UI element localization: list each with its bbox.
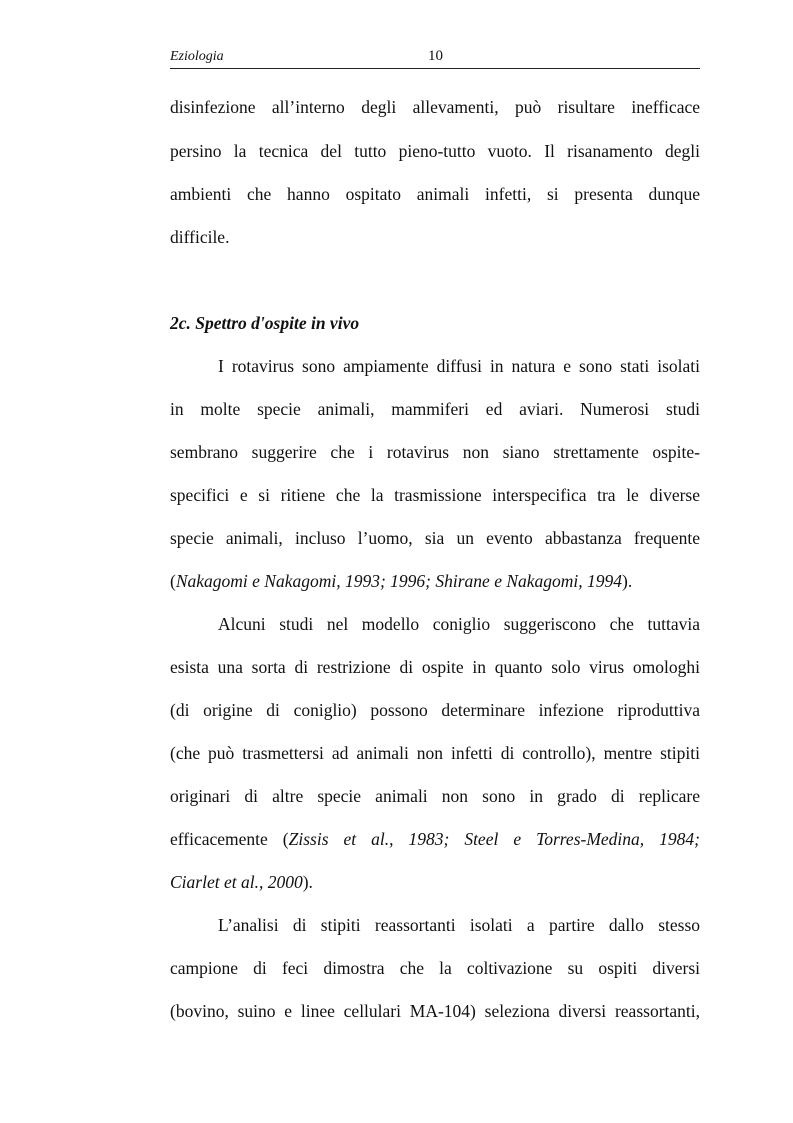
body-text: efficacemente ( <box>170 829 289 849</box>
body-line: I rotavirus sono ampiamente diffusi in natura e sono stati isolati <box>218 356 700 376</box>
running-header <box>170 48 700 69</box>
body-line: ambienti che hanno ospitato animali infetti, si presenta dunque <box>170 184 700 204</box>
citation: Ciarlet et al., 2000 <box>170 872 303 892</box>
body-line: esista una sorta di restrizione di ospite in quanto solo virus omologhi <box>170 657 700 677</box>
citation-line <box>170 871 700 893</box>
body-line: (che può trasmettersi ad animali non infetti di controllo), mentre stipiti <box>170 743 700 763</box>
body-line: campione di feci dimostra che la coltivazione su ospiti diversi <box>170 958 700 978</box>
body-line: difficile. <box>170 227 230 247</box>
citation-paren-close: ). <box>302 872 313 892</box>
body-line: originari di altre specie animali non sono in grado di replicare <box>170 786 700 806</box>
page-number: 10 <box>428 48 443 64</box>
body-line: Alcuni studi nel modello coniglio suggeriscono che tuttavia <box>218 614 700 634</box>
citation-paren-close: ). <box>622 571 633 591</box>
body-line: persino la tecnica del tutto pieno-tutto vuoto. Il risanamento degli <box>170 141 700 161</box>
body-line: L’analisi di stipiti reassortanti isolati a partire dallo stesso <box>218 915 700 935</box>
body-line: sembrano suggerire che i rotavirus non siano strettamente ospite- <box>170 442 700 462</box>
body-line: specie animali, incluso l’uomo, sia un evento abbastanza frequente <box>170 528 700 548</box>
body-line: disinfezione all’interno degli allevamenti, può risultare inefficace <box>170 97 700 117</box>
body-line: specifici e si ritiene che la trasmissione interspecifica tra le diverse <box>170 485 700 505</box>
body-line: in molte specie animali, mammiferi ed aviari. Numerosi studi <box>170 399 700 419</box>
body-line-with-citation <box>170 828 700 850</box>
header-section-title: Eziologia <box>170 49 224 64</box>
body-line: (bovino, suino e linee cellulari MA-104) seleziona diversi reassortanti, <box>170 1001 700 1021</box>
citation: Zissis et al., 1983; Steel e Torres-Medina, 1984; <box>288 829 700 849</box>
section-heading: 2c. Spettro d'ospite in vivo <box>170 313 360 333</box>
body-line: (di origine di coniglio) possono determinare infezione riproduttiva <box>170 700 700 720</box>
citation-paren-open: ( <box>170 571 176 591</box>
citation: Nakagomi e Nakagomi, 1993; 1996; Shirane e Nakagomi, 1994 <box>175 571 623 591</box>
citation-line <box>170 570 700 592</box>
